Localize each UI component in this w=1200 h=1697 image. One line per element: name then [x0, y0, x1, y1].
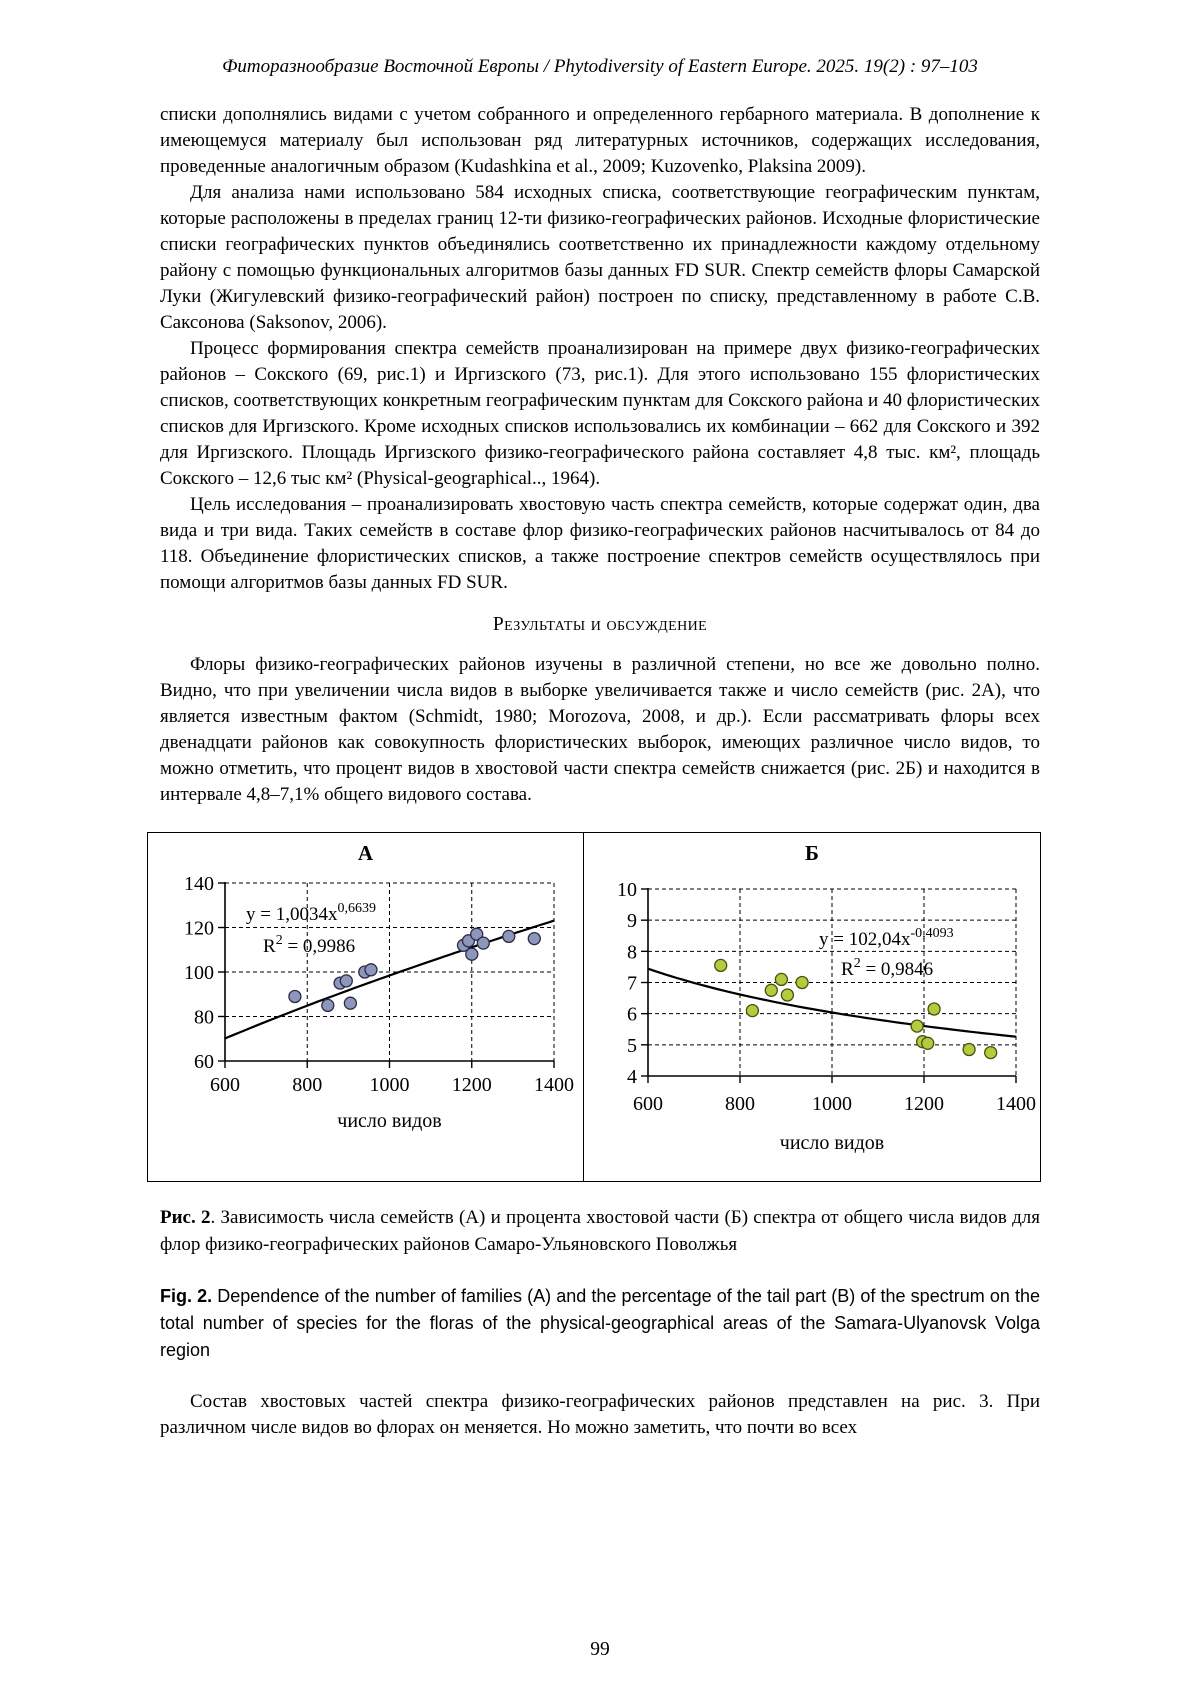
svg-text:R2 = 0,9846: $R^2 = 0,9846$	[841, 956, 934, 980]
svg-text:8: 8	[627, 941, 637, 964]
section-heading: Результаты и обсуждение	[492, 614, 708, 635]
svg-text:1000: 1000	[812, 1093, 852, 1115]
svg-text:1400: 1400	[534, 1074, 574, 1096]
paragraph-1: списки дополнялись видами с учетом собранного и определенного гербарного материала. В дополнение к имеющемуся материалу был использован ряд литературных источников, содержащих исследования, проведенные аналогичным образом (Kudashkina et al., 2009; Kuzovenko, Plaksina 2009).	[160, 104, 1040, 177]
journal-header: Фиторазнообразие Восточной Европы / Phytodiversity of Eastern Europe. 2025. 19(2) : 97–103	[222, 56, 978, 77]
chart-title-b: Б	[805, 841, 819, 865]
caption-en-label: Fig. 2.	[160, 1286, 213, 1306]
paragraph-3: Процесс формирования спектра семейств проанализирован на примере двух физико-географических районов – Сокского (69, рис.1) и Иргизского (73, рис.1). Для этого использовано 155 флористических списков, соответствующих конкретным географическим пунктам для Сокского района и 40 флористических списков для Иргизского. Кроме исходных списков использовались их комбинации – 662 для Сокского и 392 для Иргизского. Площадь Иргизского физико-географического района составляет 4,8 тыс. км², площадь Сокского – 12,6 тыс км² (Physical-geographical.., 1964).	[160, 338, 1040, 489]
svg-text:R2 = 0,9986: $R^2 = 0,9986$	[263, 933, 356, 957]
caption-ru-text: . Зависимость числа семейств (А) и процента хвостовой части (Б) спектра от общего числа видов для флор физико-географических районов Самаро-Ульяновского Поволжья	[160, 1207, 1040, 1255]
svg-text:600: 600	[633, 1093, 663, 1115]
chart-title-a: А	[357, 841, 374, 865]
svg-text:5: 5	[627, 1034, 637, 1057]
svg-text:1200: 1200	[451, 1074, 492, 1096]
svg-text:140: 140	[184, 873, 214, 895]
svg-text:60: 60	[194, 1051, 214, 1073]
paragraph-4: Цель исследования – проанализировать хвостовую часть спектра семейств, которые содержат один, два вида и три вида. Таких семейств в составе флор физико-географических районов насчитывалось от 84 до 118. Объединение флористических списков, а также построение спектров семейств осуществлялось при помощи алгоритмов базы данных FD SUR.	[160, 494, 1040, 593]
svg-text:9: 9	[627, 910, 637, 933]
chart-panel-b	[584, 832, 1041, 1182]
caption-en-text: Dependence of the number of families (A) and the percentage of the tail part (B) of the spectrum on the total number of species for the floras of the physical-geographical areas of the Samara-Ulyanovsk Volga region	[160, 1286, 1040, 1360]
svg-text:800: 800	[725, 1093, 755, 1115]
page-number: 99	[590, 1639, 610, 1660]
svg-text:600: 600	[210, 1074, 240, 1096]
svg-text:6: 6	[627, 1003, 637, 1026]
svg-text:1400: 1400	[996, 1093, 1036, 1115]
paragraph-2: Для анализа нами использовано 584 исходных списка, соответствующие географическим пунктам, которые расположены в пределах границ 12-ти физико-географических районов. Исходные флористические списки географических пунктов объединялись соответственно их принадлежности каждому отдельному району с помощью функциональных алгоритмов базы данных FD SUR. Спектр семейств флоры Самарской Луки (Жигулевский физико-географический район) построен по списку, представленному в работе С.В. Саксонова (Saksonov, 2006).	[160, 182, 1040, 333]
svg-text:число видов: число видов	[779, 1132, 885, 1154]
chart-panel-a	[147, 832, 584, 1182]
svg-text:1200: 1200	[904, 1093, 944, 1115]
svg-text:120: 120	[184, 917, 214, 940]
svg-text:800: 800	[292, 1074, 323, 1096]
paragraph-6: Состав хвостовых частей спектра физико-географических районов представлен на рис. 3. При различном числе видов во флорах он меняется. Но можно заметить, что почти во всех	[160, 1391, 1040, 1438]
paragraph-5: Флоры физико-географических районов изучены в различной степени, но все же довольно полно. Видно, что при увеличении числа видов в выборке увеличивается также и число семейств (рис. 2А), что является известным фактом (Schmidt, 1980; Morozova, 2008, и др.). Если рассматривать флоры всех двенадцати районов как совокупность флористических выборок, имеющих различное число видов, то можно отметить, что процент видов в хвостовой части спектра семейств снижается (рис. 2Б) и находится в интервале 4,8–7,1% общего видового состава.	[160, 654, 1040, 805]
figure-caption-ru	[160, 1204, 1040, 1258]
scatter-chart-b	[584, 869, 1038, 1181]
svg-text:число видов: число видов	[337, 1110, 442, 1132]
svg-text:80: 80	[194, 1006, 214, 1029]
caption-ru-label: Рис. 2	[160, 1207, 211, 1228]
svg-text:10: 10	[617, 879, 637, 901]
svg-text:4: 4	[627, 1066, 637, 1088]
svg-text:100: 100	[184, 962, 214, 984]
scatter-chart-a	[148, 869, 582, 1181]
svg-text:y = 102,04x-0,4093: $y = 102,04x^{-0,4093}$	[819, 926, 954, 950]
svg-text:y = 1,0034x0,6639: $y = 1,0034x^{0,6639}$	[246, 901, 376, 925]
figure-caption-en	[160, 1283, 1040, 1364]
svg-text:7: 7	[627, 972, 637, 995]
figure-2	[147, 832, 1041, 1182]
svg-text:1000: 1000	[369, 1074, 410, 1096]
